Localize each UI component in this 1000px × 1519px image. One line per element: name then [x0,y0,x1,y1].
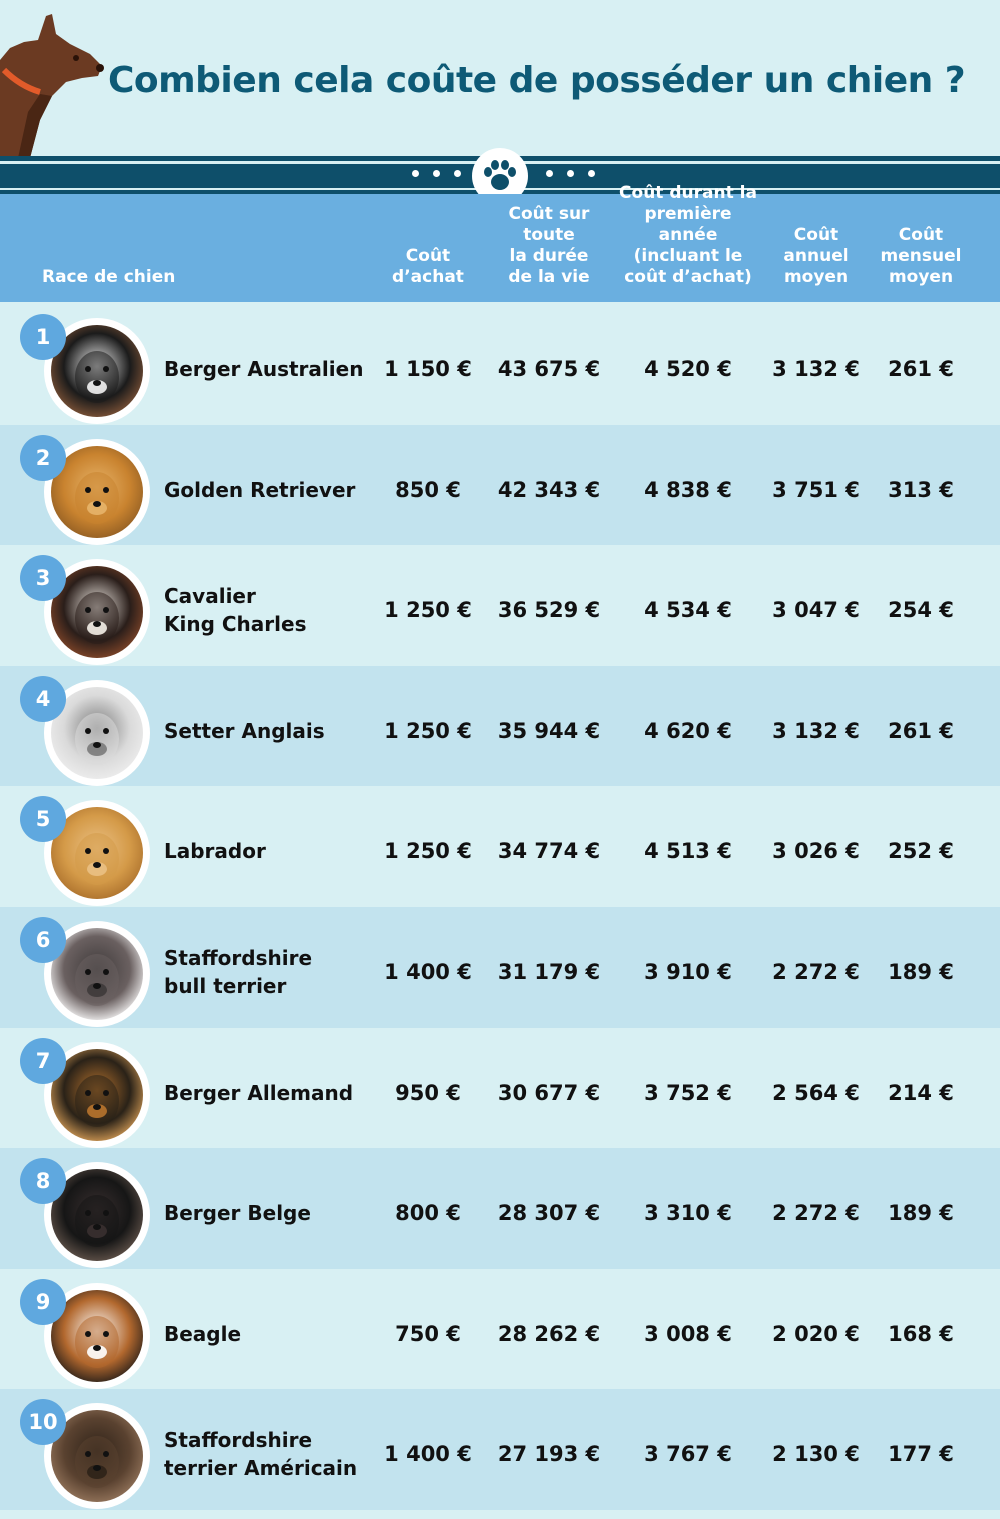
purchase-cost: 1 250 € [384,598,472,623]
first-year-cost: 3 752 € [644,1080,732,1105]
header-breed: Race de chien [42,267,176,287]
first-year-cost: 4 838 € [644,477,732,502]
rank-badge: 8 [20,1158,66,1204]
header-monthly: Coût mensuel moyen [880,225,962,287]
header-first-year: Coût durant la première année (incluant le coût d’achat) [619,183,757,287]
table-row [0,1028,1000,1149]
annual-cost: 3 047 € [772,598,860,623]
breed-name [164,786,364,916]
table-row [0,666,1000,787]
breed-name [164,1028,364,1158]
purchase-cost: 950 € [395,1080,461,1105]
lifetime-cost: 43 675 € [497,357,601,381]
lifetime-cost: 36 529 € [497,598,601,623]
purchase-cost: 850 € [395,477,461,502]
breed-name [164,1269,364,1399]
breed-label: Berger Belge [164,1201,311,1226]
breed-label: Staffordshire terrier Américain [164,1428,358,1481]
purchase-cost: 750 € [395,1321,461,1346]
purchase-cost: 1 400 € [384,959,472,984]
breed-name [164,1389,364,1519]
header-lifetime: Coût sur toute la durée de la vie [508,204,590,287]
breed-name [164,1148,364,1278]
lifetime-cost: 31 179 € [497,959,601,984]
rank-badge: 9 [20,1279,66,1325]
lifetime-cost: 35 944 € [497,718,601,743]
table-row [0,1148,1000,1269]
annual-cost: 2 130 € [772,1442,860,1467]
table-row [0,907,1000,1028]
table-row [0,545,1000,666]
first-year-cost: 3 008 € [644,1321,732,1346]
rank-badge: 6 [20,917,66,963]
lifetime-cost: 30 677 € [497,1080,601,1105]
first-year-cost: 4 620 € [644,718,732,743]
breed-label: Setter Anglais [164,718,325,743]
table-row [0,304,1000,425]
first-year-cost: 3 910 € [644,959,732,984]
first-year-cost: 4 534 € [644,598,732,623]
lifetime-cost: 42 343 € [497,477,601,502]
purchase-cost: 1 150 € [384,357,472,381]
lifetime-cost: 28 262 € [497,1321,601,1346]
lifetime-cost: 28 307 € [497,1201,601,1226]
breed-name [164,907,364,1037]
header [0,0,1000,158]
purchase-cost: 1 250 € [384,839,472,864]
header-purchase: Coût d’achat [392,246,464,287]
annual-cost: 3 132 € [772,718,860,743]
monthly-cost: 261 € [888,357,954,381]
monthly-cost: 168 € [888,1321,954,1346]
annual-cost: 3 751 € [772,477,860,502]
annual-cost: 3 132 € [772,357,860,381]
breed-label: Berger Australien [164,357,364,381]
monthly-cost: 189 € [888,1201,954,1226]
rank-badge: 7 [20,1038,66,1084]
breed-name [164,425,364,555]
purchase-cost: 800 € [395,1201,461,1226]
annual-cost: 2 564 € [772,1080,860,1105]
monthly-cost: 254 € [888,598,954,623]
breed-name [164,666,364,796]
rank-badge: 10 [20,1399,66,1445]
monthly-cost: 261 € [888,718,954,743]
lifetime-cost: 34 774 € [497,839,601,864]
purchase-cost: 1 250 € [384,718,472,743]
table-row [0,1389,1000,1510]
lifetime-cost: 27 193 € [497,1442,601,1467]
first-year-cost: 3 767 € [644,1442,732,1467]
monthly-cost: 252 € [888,839,954,864]
annual-cost: 2 020 € [772,1321,860,1346]
breed-label: Berger Allemand [164,1080,354,1105]
breed-label: Staffordshire bull terrier [164,945,313,998]
page-title: Combien cela coûte de posséder un chien ? [108,60,966,101]
monthly-cost: 177 € [888,1442,954,1467]
monthly-cost: 189 € [888,959,954,984]
first-year-cost: 3 310 € [644,1201,732,1226]
purchase-cost: 1 400 € [384,1442,472,1467]
rank-badge: 5 [20,796,66,842]
table-row [0,425,1000,546]
doberman-illustration [0,0,110,158]
table-body [0,304,1000,1510]
annual-cost: 2 272 € [772,1201,860,1226]
monthly-cost: 214 € [888,1080,954,1105]
rank-badge: 3 [20,555,66,601]
header-annual: Coût annuel moyen [783,225,849,287]
first-year-cost: 4 520 € [644,357,732,381]
annual-cost: 3 026 € [772,839,860,864]
breed-label: Cavalier King Charles [164,584,307,637]
breed-name [164,545,364,675]
paw-icon [482,159,518,193]
table-row [0,1269,1000,1390]
table-header [0,183,1000,302]
decorative-band [0,156,1000,194]
table-row [0,786,1000,907]
rank-badge: 4 [20,676,66,722]
first-year-cost: 4 513 € [644,839,732,864]
rank-badge: 2 [20,435,66,481]
breed-name [164,304,364,434]
breed-label: Golden Retriever [164,477,356,502]
annual-cost: 2 272 € [772,959,860,984]
breed-label: Beagle [164,1321,242,1346]
breed-label: Labrador [164,839,266,864]
rank-badge: 1 [20,314,66,360]
monthly-cost: 313 € [888,477,954,502]
